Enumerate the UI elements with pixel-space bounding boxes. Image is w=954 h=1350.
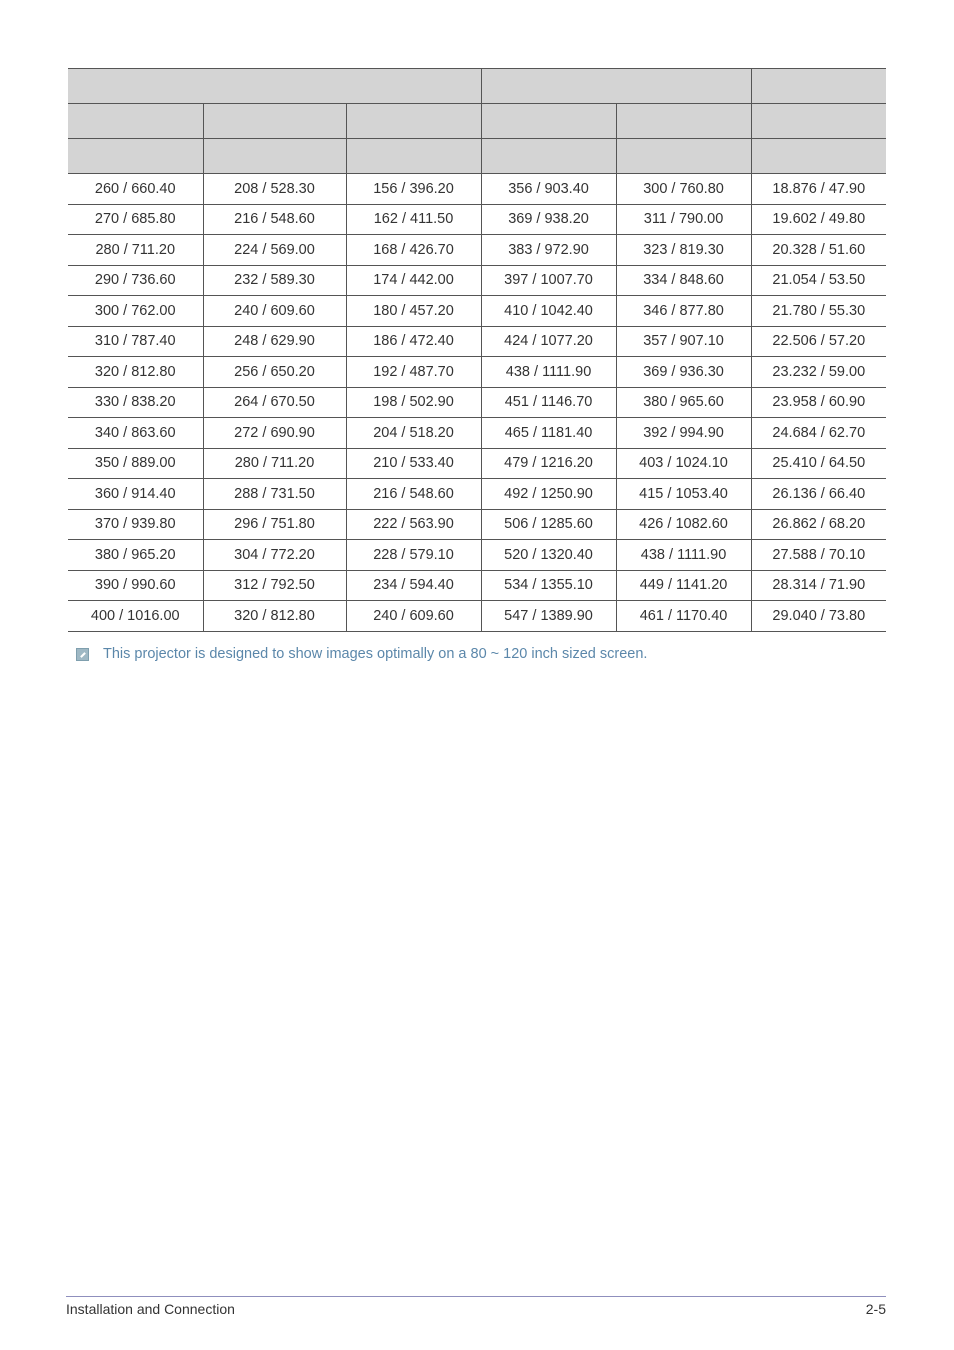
header-cell <box>481 139 616 174</box>
table-row <box>68 296 886 327</box>
table-cell: 180 / 457.20 <box>346 296 481 327</box>
table-cell: 280 / 711.20 <box>68 235 203 266</box>
table-cell: 520 / 1320.40 <box>481 540 616 571</box>
table-cell: 400 / 1016.00 <box>68 601 203 632</box>
footer-divider <box>66 1296 886 1297</box>
table-cell: 19.602 / 49.80 <box>751 204 886 235</box>
header-cell <box>751 104 886 139</box>
header-cell <box>68 104 203 139</box>
table-cell: 296 / 751.80 <box>203 509 346 540</box>
table-cell: 21.054 / 53.50 <box>751 265 886 296</box>
header-cell <box>203 139 346 174</box>
table-cell: 248 / 629.90 <box>203 326 346 357</box>
table-cell: 403 / 1024.10 <box>616 448 751 479</box>
table-cell: 272 / 690.90 <box>203 418 346 449</box>
table-cell: 369 / 938.20 <box>481 204 616 235</box>
table-cell: 300 / 762.00 <box>68 296 203 327</box>
table-cell: 424 / 1077.20 <box>481 326 616 357</box>
table-cell: 210 / 533.40 <box>346 448 481 479</box>
table-cell: 24.684 / 62.70 <box>751 418 886 449</box>
table-cell: 28.314 / 71.90 <box>751 570 886 601</box>
header-cell <box>481 69 751 104</box>
note <box>76 646 647 662</box>
table-cell: 228 / 579.10 <box>346 540 481 571</box>
table-cell: 168 / 426.70 <box>346 235 481 266</box>
footer-section-title: Installation and Connection <box>66 1301 235 1317</box>
table-cell: 222 / 563.90 <box>346 509 481 540</box>
header-cell <box>481 104 616 139</box>
table-cell: 310 / 787.40 <box>68 326 203 357</box>
table-cell: 390 / 990.60 <box>68 570 203 601</box>
table-cell: 22.506 / 57.20 <box>751 326 886 357</box>
header-cell <box>751 139 886 174</box>
table-cell: 234 / 594.40 <box>346 570 481 601</box>
table-cell: 311 / 790.00 <box>616 204 751 235</box>
table-cell: 392 / 994.90 <box>616 418 751 449</box>
table-cell: 162 / 411.50 <box>346 204 481 235</box>
table-cell: 290 / 736.60 <box>68 265 203 296</box>
table-cell: 18.876 / 47.90 <box>751 174 886 205</box>
table-row <box>68 265 886 296</box>
table-cell: 465 / 1181.40 <box>481 418 616 449</box>
table-row <box>68 601 886 632</box>
table-cell: 192 / 487.70 <box>346 357 481 388</box>
table-cell: 260 / 660.40 <box>68 174 203 205</box>
table-cell: 156 / 396.20 <box>346 174 481 205</box>
table-cell: 25.410 / 64.50 <box>751 448 886 479</box>
table-cell: 264 / 670.50 <box>203 387 346 418</box>
header-row-1 <box>68 69 886 104</box>
table-cell: 27.588 / 70.10 <box>751 540 886 571</box>
table-cell: 23.958 / 60.90 <box>751 387 886 418</box>
table-cell: 370 / 939.80 <box>68 509 203 540</box>
table-cell: 380 / 965.60 <box>616 387 751 418</box>
table-cell: 547 / 1389.90 <box>481 601 616 632</box>
header-cell <box>346 139 481 174</box>
table-cell: 383 / 972.90 <box>481 235 616 266</box>
table-cell: 280 / 711.20 <box>203 448 346 479</box>
table-row <box>68 570 886 601</box>
table-cell: 300 / 760.80 <box>616 174 751 205</box>
table-row <box>68 204 886 235</box>
table-cell: 397 / 1007.70 <box>481 265 616 296</box>
table-cell: 356 / 903.40 <box>481 174 616 205</box>
table-cell: 438 / 1111.90 <box>616 540 751 571</box>
note-text: This projector is designed to show images optimally on a 80 ~ 120 inch sized screen. <box>103 646 648 662</box>
table-row <box>68 235 886 266</box>
table-cell: 312 / 792.50 <box>203 570 346 601</box>
table-cell: 369 / 936.30 <box>616 357 751 388</box>
header-cell <box>346 104 481 139</box>
table-cell: 23.232 / 59.00 <box>751 357 886 388</box>
table-cell: 461 / 1170.40 <box>616 601 751 632</box>
table-cell: 216 / 548.60 <box>203 204 346 235</box>
table-cell: 198 / 502.90 <box>346 387 481 418</box>
table-cell: 240 / 609.60 <box>346 601 481 632</box>
header-row-2 <box>68 104 886 139</box>
table-row <box>68 448 886 479</box>
table-row <box>68 509 886 540</box>
table-cell: 340 / 863.60 <box>68 418 203 449</box>
table-cell: 21.780 / 55.30 <box>751 296 886 327</box>
table-cell: 534 / 1355.10 <box>481 570 616 601</box>
table-row <box>68 387 886 418</box>
table-cell: 415 / 1053.40 <box>616 479 751 510</box>
header-cell <box>616 139 751 174</box>
header-cell <box>751 69 886 104</box>
table-cell: 330 / 838.20 <box>68 387 203 418</box>
table-cell: 26.862 / 68.20 <box>751 509 886 540</box>
table-cell: 20.328 / 51.60 <box>751 235 886 266</box>
table-cell: 204 / 518.20 <box>346 418 481 449</box>
table-cell: 270 / 685.80 <box>68 204 203 235</box>
table-cell: 26.136 / 66.40 <box>751 479 886 510</box>
table-cell: 334 / 848.60 <box>616 265 751 296</box>
table-row <box>68 540 886 571</box>
header-cell <box>68 69 481 104</box>
header-cell <box>616 104 751 139</box>
table-cell: 346 / 877.80 <box>616 296 751 327</box>
table-cell: 186 / 472.40 <box>346 326 481 357</box>
header-cell <box>203 104 346 139</box>
table-cell: 232 / 589.30 <box>203 265 346 296</box>
table-cell: 357 / 907.10 <box>616 326 751 357</box>
table-row <box>68 357 886 388</box>
table-row <box>68 479 886 510</box>
header-cell <box>68 139 203 174</box>
table-cell: 350 / 889.00 <box>68 448 203 479</box>
table-row <box>68 418 886 449</box>
table-cell: 320 / 812.80 <box>68 357 203 388</box>
table-cell: 323 / 819.30 <box>616 235 751 266</box>
table-cell: 208 / 528.30 <box>203 174 346 205</box>
table-cell: 174 / 442.00 <box>346 265 481 296</box>
table-row <box>68 174 886 205</box>
table-cell: 304 / 772.20 <box>203 540 346 571</box>
table-cell: 410 / 1042.40 <box>481 296 616 327</box>
table-cell: 360 / 914.40 <box>68 479 203 510</box>
table-cell: 506 / 1285.60 <box>481 509 616 540</box>
screen-size-table <box>68 68 886 632</box>
table-cell: 256 / 650.20 <box>203 357 346 388</box>
header-row-3 <box>68 139 886 174</box>
table-cell: 240 / 609.60 <box>203 296 346 327</box>
table-cell: 451 / 1146.70 <box>481 387 616 418</box>
table-cell: 29.040 / 73.80 <box>751 601 886 632</box>
table-cell: 288 / 731.50 <box>203 479 346 510</box>
table-cell: 449 / 1141.20 <box>616 570 751 601</box>
table-body <box>68 174 886 632</box>
table-row <box>68 326 886 357</box>
table-cell: 320 / 812.80 <box>203 601 346 632</box>
table-cell: 216 / 548.60 <box>346 479 481 510</box>
table-cell: 380 / 965.20 <box>68 540 203 571</box>
table-cell: 426 / 1082.60 <box>616 509 751 540</box>
table-cell: 438 / 1111.90 <box>481 357 616 388</box>
table-cell: 492 / 1250.90 <box>481 479 616 510</box>
table-cell: 224 / 569.00 <box>203 235 346 266</box>
table-cell: 479 / 1216.20 <box>481 448 616 479</box>
footer-page-number: 2-5 <box>865 1301 886 1317</box>
note-icon <box>76 648 89 661</box>
